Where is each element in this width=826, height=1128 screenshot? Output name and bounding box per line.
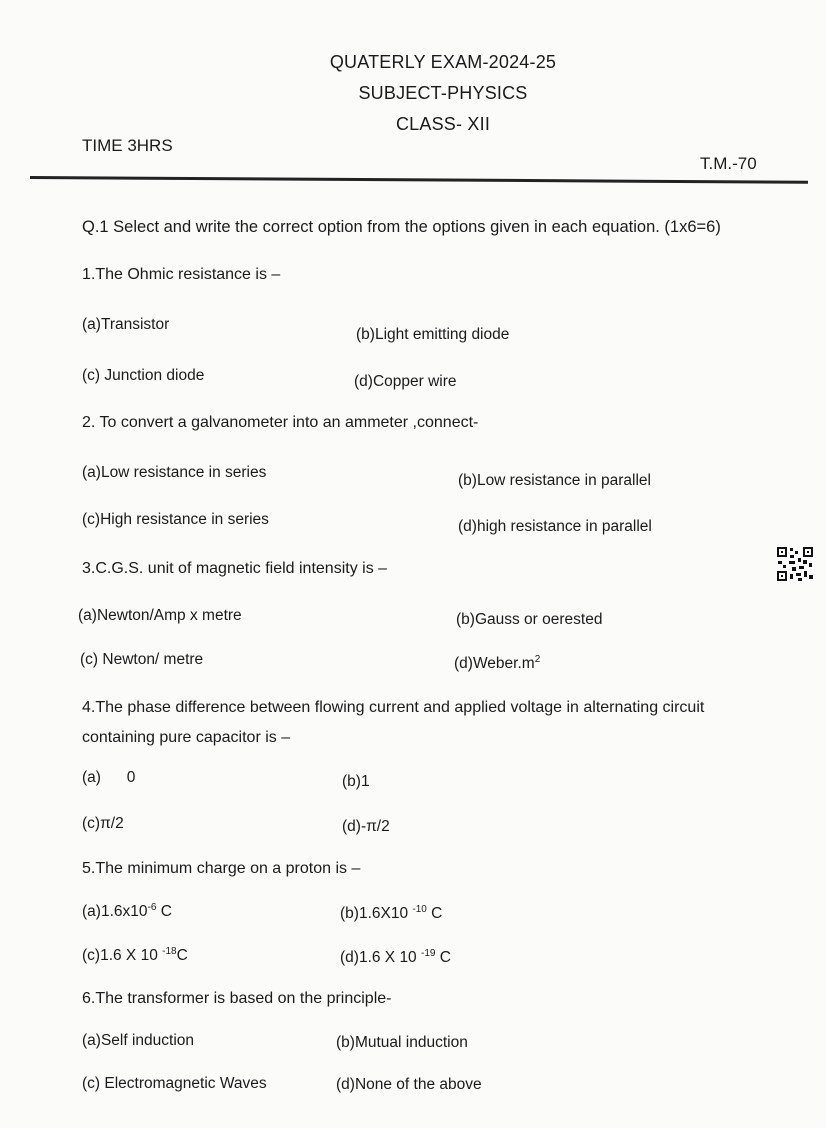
question-3: 3.C.G.S. unit of magnetic field intensity is – — [82, 560, 388, 577]
q4-option-c: (c)π/2 — [82, 815, 124, 832]
q3-option-c: (c) Newton/ metre — [80, 651, 204, 668]
q2-option-c: (c)High resistance in series — [82, 511, 269, 528]
question-6: 6.The transformer is based on the principle- — [82, 990, 392, 1007]
q1-option-c: (c) Junction diode — [82, 367, 205, 384]
q6-option-a: (a)Self induction — [82, 1032, 195, 1049]
q1-option-a: (a)Transistor — [82, 316, 170, 333]
question-4: 4.The phase difference between flowing current and applied voltage in alternating circuit containing pure capacitor is – — [82, 699, 705, 746]
q5-option-d-exponent: -19 — [421, 948, 436, 959]
q2-option-d: (d)high resistance in parallel — [458, 518, 652, 535]
q1-option-d: (d)Copper wire — [354, 373, 457, 390]
q5-option-a-exponent: -6 — [147, 902, 157, 913]
q3-option-a: (a)Newton/Amp x metre — [78, 607, 242, 624]
question-5: 5.The minimum charge on a proton is – — [82, 860, 361, 877]
subject-line: SUBJECT-PHYSICS — [358, 83, 528, 103]
section-instruction: Q.1 Select and write the correct option from the options given in each equation. (1x6=6) — [82, 218, 721, 236]
q6-option-c: (c) Electromagnetic Waves — [82, 1075, 267, 1092]
q5-option-d: (d)1.6 X 10 $^{-19}$ C — [340, 948, 451, 967]
q6-option-d: (d)None of the above — [336, 1076, 482, 1093]
time-label: TIME 3HRS — [82, 136, 173, 155]
qr-code-icon — [776, 546, 814, 582]
q4-option-a: (a) 0 — [82, 769, 136, 786]
q3-option-d: $(d)Weber.m^2$ — [454, 654, 541, 673]
question-2: 2. To convert a galvanometer into an ammeter ,connect- — [82, 414, 479, 431]
q5-option-b-exponent: -10 — [412, 904, 427, 915]
q5-option-a: $(a)1.6x10^{-6}$ C — [82, 902, 172, 921]
q6-option-b: (b)Mutual induction — [336, 1034, 468, 1051]
q2-option-b: (b)Low resistance in parallel — [458, 472, 651, 489]
q3-option-d-exponent: 2 — [534, 654, 541, 665]
q3-option-b: (b)Gauss or oerested — [456, 611, 603, 628]
total-marks: T.M.-70 — [700, 154, 757, 173]
question-1: 1.The Ohmic resistance is – — [82, 266, 281, 283]
q1-option-b: (b)Light emitting diode — [356, 326, 510, 343]
header-divider — [30, 176, 808, 184]
q2-option-a: (a)Low resistance in series — [82, 464, 267, 481]
class-line: CLASS- XII — [395, 114, 491, 134]
q5-option-b: (b)1.6X10 $^{-10}$ C — [340, 904, 443, 923]
q4-option-b: (b)1 — [342, 773, 370, 790]
q5-option-c-exponent: -18 — [162, 946, 177, 957]
q4-option-d: (d)-π/2 — [342, 818, 390, 835]
q5-option-c: (c)1.6 X 10 $^{-18}$C — [82, 946, 188, 965]
exam-title: QUATERLY EXAM-2024-25 — [329, 52, 557, 72]
